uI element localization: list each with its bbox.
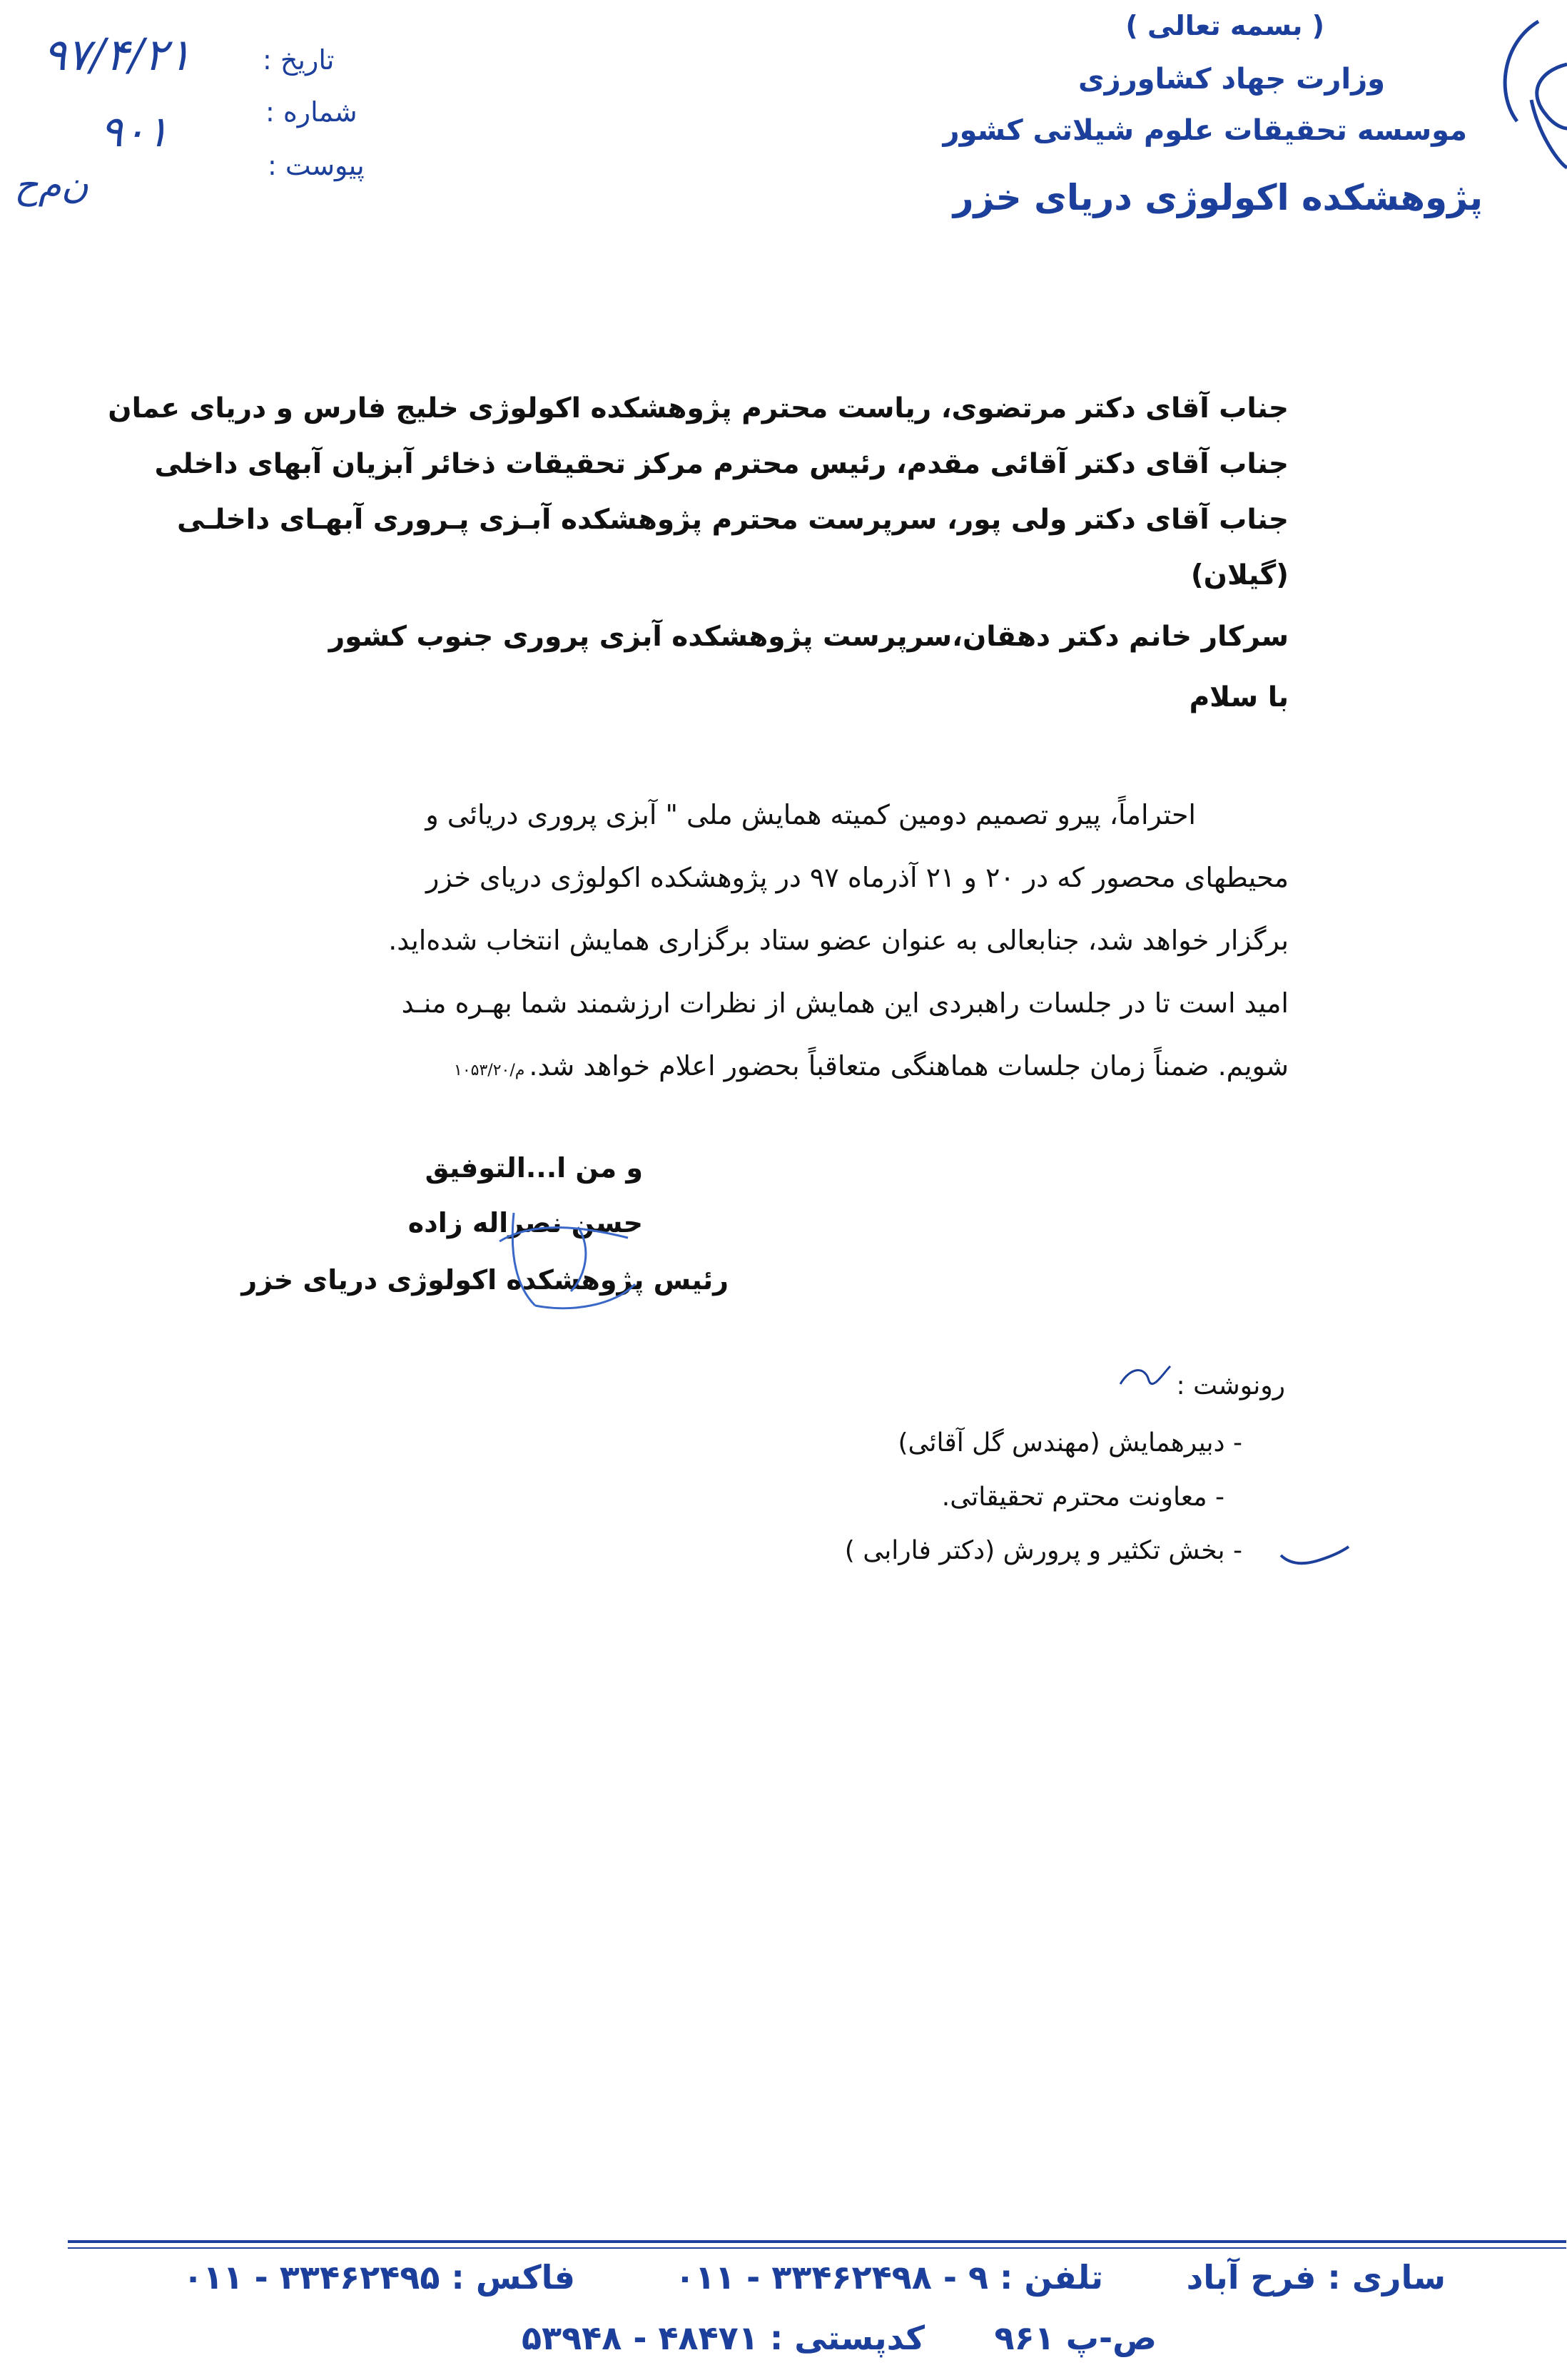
attachment-handwritten: ن‌م‌ح	[14, 164, 88, 207]
institute-logo	[1489, 14, 1567, 171]
signatory-title: رئیس پژوهشکده اکولوژی دریای خزر	[241, 1264, 729, 1296]
cc-item-2: - معاونت محترم تحقیقاتی.	[941, 1483, 1224, 1512]
footer-phone: تلفن : ۹ - ۳۳۴۶۲۴۹۸ - ۰۱۱	[674, 2258, 1103, 2297]
footer-rule-top	[68, 2240, 1566, 2243]
body-line-5	[454, 1050, 1289, 1082]
footer-city: ساری : فرح آباد	[1186, 2258, 1446, 2297]
attachment-label: پیوست :	[268, 150, 365, 181]
reference-code: م/۱۰۵۳/۲۰	[454, 1062, 525, 1079]
cc-item-3: - بخش تکثیر و پرورش (دکتر فارابی )	[844, 1536, 1242, 1565]
addressee-line-3: جناب آقای دکتر ولی پور، سرپرست محترم پژوهشکده آبـزی پـروری آبهـای داخلـی	[176, 504, 1289, 536]
bismillah: ( بسمه تعالی )	[1125, 10, 1324, 41]
institute-name: موسسه تحقیقات علوم شیلاتی کشور	[943, 114, 1467, 147]
signature-scribble	[492, 1199, 642, 1313]
addressee-line-1: جناب آقای دکتر مرتضوی، ریاست محترم پژوهشکده اکولوژی خلیج فارس و دریای عمان	[108, 392, 1289, 424]
body-line-4: امید است تا در جلسات راهبردی این همایش از نظرات ارزشمند شما بهـره منـد	[401, 987, 1289, 1019]
addressee-line-2: جناب آقای دکتر آقائی مقدم، رئیس محترم مرکز تحقیقات ذخائر آبزیان آبهای داخلی	[154, 448, 1289, 480]
body-line-2: محیطهای محصور که در ۲۰ و ۲۱ آذرماه ۹۷ در پژوهشکده اکولوژی دریای خزر	[426, 862, 1289, 893]
cc-label: رونوشت :	[1176, 1371, 1285, 1400]
handwritten-scribble-icon	[1117, 1359, 1174, 1395]
body-line-1: احتراماً، پیرو تصمیم دومین کمیته همایش ملی " آبزی پروری دریائی و	[425, 799, 1196, 830]
date-handwritten: ۹۷/۴/۲۱	[43, 29, 192, 81]
body-line-3: برگزار خواهد شد، جنابعالی به عنوان عضو ستاد برگزاری همایش انتخاب شده‌اید.	[388, 925, 1289, 956]
body-line-5-text: شویم. ضمناً زمان جلسات هماهنگی متعاقباً بحضور اعلام خواهد شد.	[529, 1050, 1289, 1082]
date-label: تاریخ :	[263, 44, 335, 76]
cc-handwritten-mark	[1117, 1359, 1174, 1403]
footer-fax: فاکس : ۳۳۴۶۲۴۹۵ - ۰۱۱	[183, 2258, 575, 2297]
cc-item-1: - دبیرهمایش (مهندس گل آقائی)	[898, 1428, 1242, 1458]
number-label: شماره :	[265, 96, 357, 128]
research-center-name: پژوهشکده اکولوژی دریای خزر	[953, 177, 1483, 218]
number-handwritten: ۹۰۱	[100, 107, 169, 157]
footer-rule-bottom	[68, 2247, 1566, 2249]
signatory-name: حسن نصراله زاده	[407, 1207, 643, 1239]
ministry-name: وزارت جهاد کشاورزی	[1077, 63, 1385, 96]
footer-postal-code: کدپستی : ۴۸۴۷۱ - ۵۳۹۴۸	[521, 2319, 925, 2357]
footer-po-box: ص-پ ۹۶۱	[994, 2319, 1157, 2357]
addressee-line-5: سرکار خانم دکتر دهقان،سرپرست پژوهشکده آبزی پروری جنوب کشور	[328, 621, 1289, 653]
closing-phrase: و من ا...التوفیق	[425, 1152, 643, 1184]
addressee-line-4: (گیلان)	[1190, 559, 1289, 591]
cc-check-mark	[1274, 1534, 1352, 1570]
greeting: با سلام	[1189, 681, 1289, 713]
